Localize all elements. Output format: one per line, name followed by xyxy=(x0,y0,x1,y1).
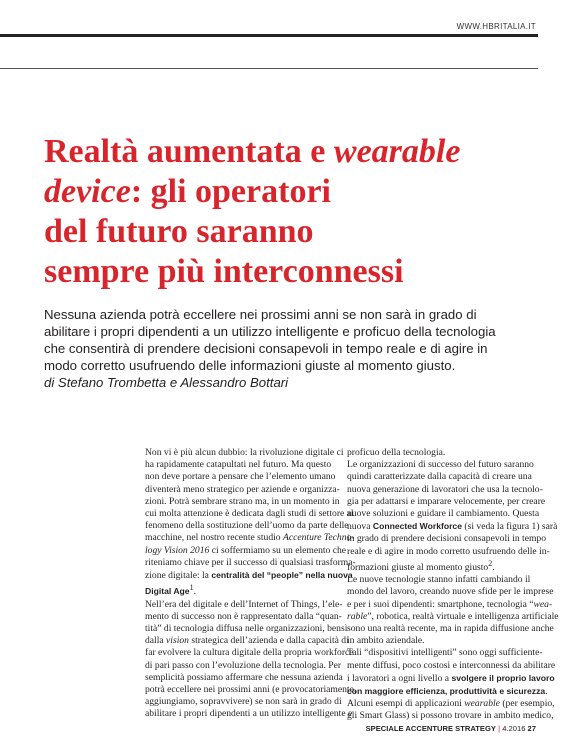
footer-separator: | xyxy=(498,724,501,733)
divider-rule xyxy=(0,68,538,69)
article-title: Realtà aumentata e wearable device: gli operatori del futuro saranno sempre più interconnessi xyxy=(44,133,461,290)
body-column-right: proficuo della tecnologia. Le organizzazioni di successo del futuro saranno quindi caratterizzate dalla capacità di creare una nuova generazione di lavoratori che usa la tecnolo- gia per adattarsi e imparare velocemente, per creare nuove soluzioni e guidare il cambiamento. Questa nuova Connected Workforce (si veda la figura 1) sarà in grado di prendere decisioni consapevoli in tempo reale e di agire in modo corretto usufruendo delle in- formazioni giuste al momento giusto$^2$. Le nuove tecnologie stanno infatti cambiando il mondo del lavoro, creando nuove sfide per le imprese e per i suoi dipendenti: smartphone, tecnologia “wea- rable”, robotica, realtà virtuale e intelligenza artificiale sono una realtà recente, ma in rapida diffusione anche in ambito aziendale. Tali “dispositivi intelligenti” sono oggi sufficiente- mente diffusi, poco costosi e interconnessi da abilitare i lavoratori a ogni livello a svolgere il proprio lavoro con maggiore efficienza, produttività e sicurezza. Alcuni esempi di applicazioni wearable (per esempio, gli Smart Glass) si possono trovare in ambito medico, xyxy=(347,447,559,722)
footer-issue: 4.2016 xyxy=(502,724,526,733)
page-number: 27 xyxy=(527,724,536,733)
footer-section: SPECIALE ACCENTURE STRATEGY xyxy=(365,724,496,733)
site-url: WWW.HBRITALIA.IT xyxy=(456,22,536,31)
header-rule xyxy=(0,34,538,37)
page-footer xyxy=(366,724,536,733)
byline: di Stefano Trombetta e Alessandro Bottari xyxy=(44,375,289,390)
article-lede: Nessuna azienda potrà eccellere nei prossimi anni se non sarà in grado di abilitare i propri dipendenti a un utilizzo intelligente e proficuo della tecnologia che consentirà di prendere decisioni consapevoli in tempo reale e di agire in modo corretto usufruendo delle informazioni giuste al momento giusto. di Stefano Trombetta e Alessandro Bottari xyxy=(44,306,534,391)
body-column-left: Non vi è più alcun dubbio: la rivoluzione digitale ci ha rapidamente catapultati nel futuro. Ma questo non deve portare a pensare che l’elemento umano diventerà meno strategico per aziende e organizza- zioni. Potrà sembrare strano ma, in un momento in cui molta attenzione è dedicata dagli studi di settore al fenomeno della sostituzione dell’uomo da parte delle macchine, nel nostro recente studio Accenture Techno- logy Vision 2016 ci soffermiamo su un elemento che riteniamo chiave per il successo di qualsiasi trasforma- zione digitale: la centralità del “people” nella nuova Digital Age$^1$. Nell’era del digitale e dell’Internet of Things, l’ele- mento di successo non è rappresentato dalla “quan- tità” di tecnologia diffusa nelle organizzazioni, bensì dalla vision strategica dell’azienda e dalla capacità di far evolvere la cultura digitale della propria workforce di pari passo con l’evoluzione della tecnologia. Per semplicità possiamo affermare che nessuna azienda potrà eccellere nei prossimi anni (e provocatoriamente, aggiungiamo, sopravvivere) se non sarà in grado di abilitare i propri dipendenti a un utilizzo intelligente e xyxy=(145,447,357,720)
